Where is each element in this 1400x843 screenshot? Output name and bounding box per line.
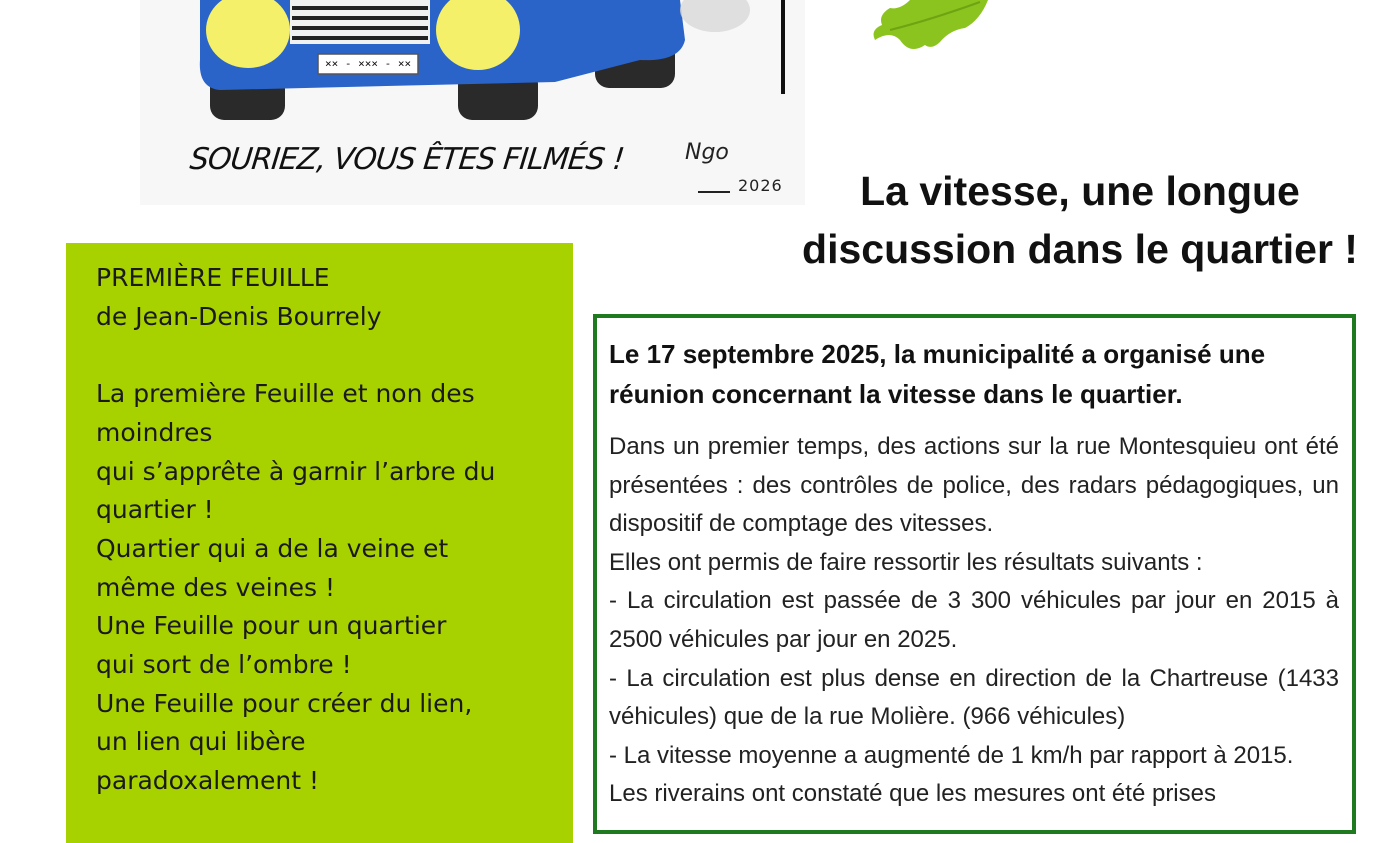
- poem-line: qui sort de l’ombre !: [96, 650, 352, 680]
- poem-text: [96, 259, 566, 801]
- poem-line: Quartier qui a de la veine et: [96, 533, 449, 563]
- poem-line: PREMIÈRE FEUILLE: [96, 263, 330, 292]
- poem-line: un lien qui libère: [96, 727, 306, 757]
- article-box: [593, 314, 1356, 834]
- poem-line: de Jean-Denis Bourrely: [96, 301, 382, 331]
- article-paragraph: - La circulation est plus dense en direction de la Chartreuse (1433 véhicules) que de la rue Molière. (966 véhicules): [609, 664, 1339, 731]
- title-line-2: discussion dans le quartier !: [802, 226, 1358, 272]
- poem-line: moindres: [96, 417, 213, 447]
- article-paragraph: Dans un premier temps, des actions sur la rue Montesquieu ont été présentées : des contrôles de police, des radars pédagogiques, un dispositif de comptage des vitesses.: [609, 433, 1339, 538]
- title-line-1: La vitesse, une longue: [860, 168, 1300, 214]
- poem-line: Une Feuille pour un quartier: [96, 611, 447, 641]
- article-paragraph: - La circulation est passée de 3 300 véhicules par jour en 2015 à 2500 véhicules par jour en 2025.: [609, 587, 1339, 653]
- article-body: [609, 428, 1339, 814]
- cartoon-caption: SOURIEZ, VOUS ÊTES FILMÉS !: [188, 142, 626, 177]
- artist-year: 2026: [738, 176, 783, 195]
- cartoon-illustration: [140, 0, 805, 205]
- article-paragraph: Elles ont permis de faire ressortir les résultats suivants :: [609, 548, 1203, 576]
- oak-leaf-icon: [870, 0, 1010, 60]
- poem-line: quartier !: [96, 495, 214, 525]
- article-paragraph: Les riverains ont constaté que les mesures ont été prises: [609, 780, 1216, 808]
- article-title: [790, 162, 1370, 278]
- license-plate-text: ×× - ××× - ××: [325, 57, 412, 70]
- artist-signature: Ngo: [685, 140, 729, 165]
- poem-box: [66, 243, 573, 843]
- article-lead: Le 17 septembre 2025, la municipalité a organisé une réunion concernant la vitesse dans le quartier.: [609, 339, 1266, 409]
- poem-line: paradoxalement !: [96, 766, 319, 796]
- poem-line: qui s’apprête à garnir l’arbre du: [96, 456, 496, 486]
- poem-line: La première Feuille et non des: [96, 379, 475, 409]
- poem-line: Une Feuille pour créer du lien,: [96, 688, 473, 718]
- poem-blank-line: [96, 336, 566, 375]
- article-paragraph: - La vitesse moyenne a augmenté de 1 km/h par rapport à 2015.: [609, 741, 1294, 769]
- poem-line: même des veines !: [96, 572, 335, 602]
